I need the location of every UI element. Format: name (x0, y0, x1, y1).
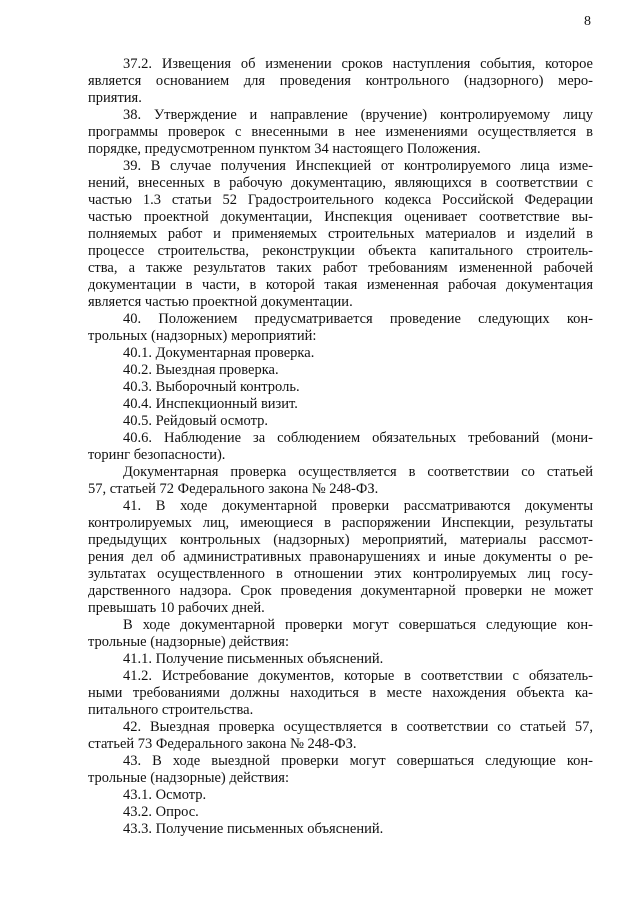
paragraph (88, 668, 593, 719)
text-line: программы проверок с внесенными в нее изменениями осуществляется в (88, 124, 593, 140)
text-line: предыдущих контрольных (надзорных) мероприятий, материалы рассмот- (88, 532, 593, 548)
text-line: 40.2. Выездная проверка. (123, 362, 279, 378)
paragraph (88, 311, 593, 345)
text-line: питального строительства. (88, 702, 254, 718)
text-line: ства, а также результатов таких работ требованиям измененной рабочей (88, 260, 593, 276)
paragraph (88, 158, 593, 311)
text-line: приятия. (88, 90, 142, 106)
text-line: 43.3. Получение письменных объяснений. (123, 821, 384, 837)
text-line: является частью проектной документации. (88, 294, 353, 310)
text-line: 39. В случае получения Инспекцией от контролируемого лица изме- (123, 158, 593, 174)
text-line: трольные (надзорные) действия: (88, 770, 289, 786)
text-line: 40.1. Документарная проверка. (123, 345, 315, 361)
paragraph (88, 379, 593, 396)
text-line: 57, статьей 72 Федерального закона № 248-ФЗ. (88, 481, 379, 497)
document-body (88, 56, 593, 838)
paragraph (88, 396, 593, 413)
paragraph (88, 821, 593, 838)
text-line: превышать 10 рабочих дней. (88, 600, 265, 616)
paragraph (88, 413, 593, 430)
text-line: процессе строительства, реконструкции объекта капитального строитель- (88, 243, 593, 259)
text-line: В ходе документарной проверки могут совершаться следующие кон- (123, 617, 593, 633)
text-line: полняемых работ и применяемых строительных материалов и изделий в (88, 226, 593, 242)
paragraph (88, 787, 593, 804)
paragraph (88, 719, 593, 753)
text-line: нений, внесенных в рабочую документацию, являющихся в соответствии с (88, 175, 593, 191)
text-line: 37.2. Извещения об изменении сроков наступления события, которое (123, 56, 593, 72)
text-line: 38. Утверждение и направление (вручение) контролируемому лицу (123, 107, 593, 123)
text-line: 40.5. Рейдовый осмотр. (123, 413, 268, 429)
text-line: документации в части, в которой такая измененная рабочая документация (88, 277, 593, 293)
text-line: дарственного надзора. Срок проведения документарной проверки не может (88, 583, 593, 599)
paragraph (88, 498, 593, 617)
text-line: 41.1. Получение письменных объяснений. (123, 651, 384, 667)
text-line: 41. В ходе документарной проверки рассматриваются документы (123, 498, 593, 514)
paragraph (88, 804, 593, 821)
text-line: рения дел об административных правонарушениях и иные документы о ре- (88, 549, 593, 565)
text-line: 41.2. Истребование документов, которые в соответствии с обязатель- (123, 668, 593, 684)
text-line: ными требованиями должны находиться в месте нахождения объекта ка- (88, 685, 593, 701)
paragraph (88, 345, 593, 362)
text-line: контролируемых лиц, имеющиеся в распоряжении Инспекции, результаты (88, 515, 593, 531)
text-line: частью проектной документации, Инспекция оценивает соответствие вы- (88, 209, 593, 225)
text-line: 43.2. Опрос. (123, 804, 199, 820)
text-line: Документарная проверка осуществляется в соответствии со статьей (123, 464, 593, 480)
text-line: частью 1.3 статьи 52 Градостроительного кодекса Российской Федерации (88, 192, 593, 208)
text-line: 40. Положением предусматривается проведение следующих кон- (123, 311, 593, 327)
text-line: торинг безопасности). (88, 447, 226, 463)
page-number: 8 (584, 14, 591, 29)
text-line: 43.1. Осмотр. (123, 787, 207, 803)
paragraph (88, 753, 593, 787)
text-line: 40.4. Инспекционный визит. (123, 396, 298, 412)
text-line: 40.6. Наблюдение за соблюдением обязательных требований (мони- (123, 430, 593, 446)
paragraph (88, 430, 593, 464)
paragraph (88, 617, 593, 651)
text-line: статьей 73 Федерального закона № 248-ФЗ. (88, 736, 357, 752)
text-line: 43. В ходе выездной проверки могут совершаться следующие кон- (123, 753, 593, 769)
paragraph (88, 107, 593, 158)
text-line: является основанием для проведения контрольного (надзорного) меро- (88, 73, 593, 89)
text-line: зультатах осуществленного в отношении этих контролируемых лиц госу- (88, 566, 593, 582)
text-line: трольных (надзорных) мероприятий: (88, 328, 317, 344)
paragraph (88, 651, 593, 668)
paragraph (88, 362, 593, 379)
text-line: 42. Выездная проверка осуществляется в соответствии со статьей 57, (123, 719, 593, 735)
text-line: трольные (надзорные) действия: (88, 634, 289, 650)
paragraph (88, 464, 593, 498)
text-line: порядке, предусмотренном пунктом 34 настоящего Положения. (88, 141, 481, 157)
paragraph (88, 56, 593, 107)
text-line: 40.3. Выборочный контроль. (123, 379, 300, 395)
